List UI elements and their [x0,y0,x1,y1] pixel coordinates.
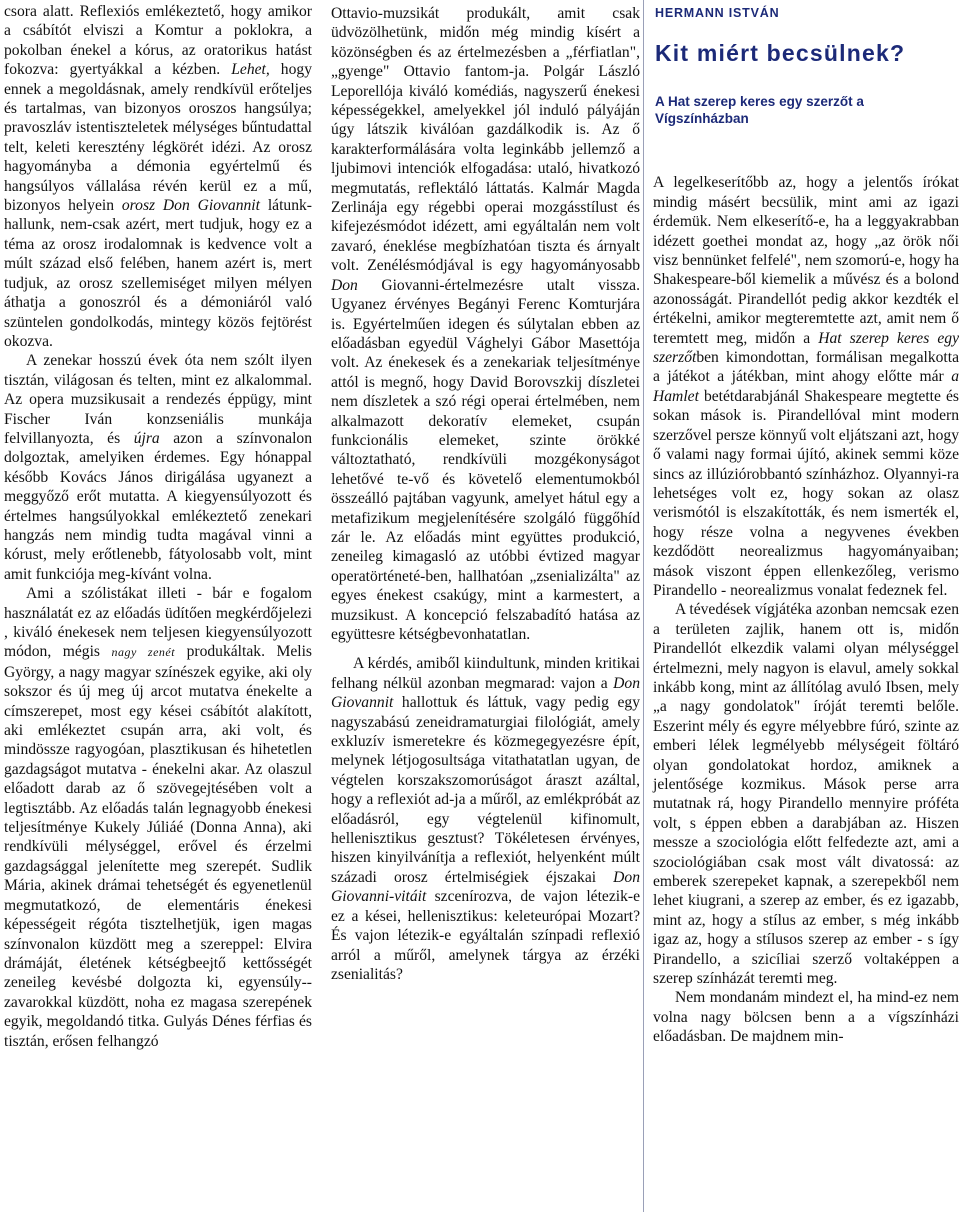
text-column-2 [331,0,640,1212]
paragraph: A tévedések vígjátéka azonban nemcsak ezen a területen zajlik, hanem ott is, midőn Pirandellót elkezdik valami olyan mélységgel értelmezni, mely nagyon is elavul, amely sokkal inkább kong, mint az állítólag avuló Ibsen, mely „a nagy gondolatok" íróját teremti belőle. Eszerint mély és egyre mélyebbre fúró, szinte az emberi lélek legmélyebb mélységeit föltáró olyan gondolatokat hordoz, amiknek a jelentősége kozmikus. Mások perse arra mutatnak rá, hogy Pirandello mennyire próféta volt, s éppen ebben a darabjában az. Hiszen messze a szociológia előtt felfedezte azt, ami a szociológiában csak most vált divatossá: az emberek szerepeket kapnak, a szerepekből nem lehet kiugrani, a szerep az ember, és ez igazabb, mint az, hogy a stílus az ember, s még inkább igaz az, hogy a stílusos szerep az ember - s így Pirandello, a szicíliai szerző voltaképpen a szerep színházát teremti meg. [653,601,959,988]
paragraph: A zenekar hosszú évek óta nem szólt ilyen tisztán, világosan és telten, mint ez alkalommal. Az opera muzsikusait a rendezés éppügy, mint Fischer Iván konzseniális munkája felvillanyozta, és újra azon a színvonalon dolgoztak, amelyiken érdemes. Egy hónappal később Kovács János dirigálása ugyanezt a meggyőző erőt mutatta. A kiegyensúlyozott és értelmes hangsúlyokkal emlékeztető zenekari hangzás nem mindig tudta magával vinni a kórust, mely erőtlenebb, fátyolosabb volt, mint amit funkciója meg-kívánt volna. [4,352,312,583]
article-author: HERMANN ISTVÁN [655,6,780,20]
article-subheadline: A Hat szerep keres egy szerzőt a Vígszínházban [655,94,864,127]
paragraph: csora alatt. Reflexiós emlékeztető, hogy amikor a csábítót elviszi a Komtur a poklokra, a pokolban énekel a kórus, az oratorikus hatást fokozva: gyertyákkal a kézben. Lehet, hogy ennek a megoldásnak, amely rendkívül erőteljes és tartalmas, van bizonyos oroszos hangsúlya; pravoszláv istentiszteletek mélységes bűntudattal telt, keleti keresztény légkörét idézi. Az orosz hagyományba a démonia egyértelmű és hangsúlyos vállalása révén kerül ez a mű, bizonyos helyein orosz Don Giovannit látunk-hallunk, nem-csak azért, mert tudjuk, hogy ez a téma az orosz irodalomnak is kedvence volt a múlt század első felében, hanem azért is, mert tudjuk, az orosz szellemiséget milyen mélyen áthatja a gonoszról és a démoniáról való szüntelen gondolkodás, mintegy közös fejtörést okozva. [4,3,312,350]
paragraph: Ami a szólistákat illeti - bár e fogalom használatát ez az előadás üdítően megkérdőjelezi , kiváló énekesek nem teljesen kiegyensúlyozott módon, mégis nagy zenét produkáltak. Melis György, a nagy magyar színészek egyike, aki oly sokszor és új meg új arcot mutatva énekelte a címszerepet, most egy kései csábítót alakított, aki emlékeztet csupán arra, aki volt, és mindössze ragyogóan, plasztikusan és hihetetlen gazdagságot mutatva - énekelni akar. Az olaszul előadott darab az ő szövegejtésében volt a legtisztább. Az előadás talán legnagyobb énekesi teljesítménye Kukely Júliáé (Donna Anna), aki rendkívüli mélységgel, erővel és érzelmi gazdagsággal jelenítette meg szerepét. Sudlik Mária, akinek drámai tehetségét és egyenetlenül megmutatkozó, de elementáris énekesi képességeit régóta tisztelhetjük, igen magas színvonalon küzdött meg a szereppel: Elvira drámáját, életének kétségbeejtő kettősségét zeneileg kevésbé dolgozta ki, egyensúly--zavarokkal küzdött, noha ez magasa szerepének egyik, megoldandó titka. Gulyás Dénes férfias és tisztán, erősen felhangzó [4,585,312,1050]
article-headline: Kit miért becsülnek? [655,40,906,67]
text-column-1 [4,0,312,1212]
paragraph: Ottavio-muzsikát produkált, amit csak üdvözölhetünk, midőn még mindig kísért a közönségben és az értelmezésben a „férfiatlan", „gyenge" Ottavio fantom-ja. Polgár László Leporellója kiváló komédiás, nagyszerű énekesi képességekkel, amelyekkel jól induló pályáján úgy látszik kiválóan gazdálkodik is. Az ő karakterformálására volta leginkább jellemző a ljubimovi intenciók elfogadása: utaló, hivatkozó megmutatás, reflektáló láttatás. Kalmár Magda Zerlinája egy régebbi operai mozgásstílust és kifejezésmódot idézett, ami egyáltalán nem volt zavaró, éneklése megbízhatóan tiszta és árnyalt volt. Zenélésmódjával is egy hagyományosabb Don Giovanni-értelmezésre utalt vissza. Ugyanez érvényes Begányi Ferenc Komturjára is. Egyértelműen idegen és súlytalan ebben az előadásban egyedül Vághelyi Gábor Masettója volt. Az énekesek és a zenekariak teljesítménye attól is megnő, hogy David Borovszkij díszletei nem díszletek a szó régi operai értelmében, nem alkalmazott dekoratív elemeket, csupán funkcionális elemeket, szinte örökké változtatható, rendkívüli mozgékonyságot lehetővé te-vő és követelő elementumokból összeálló pajtában vagyunk, amelyet hátul egy a metafizikum megjelenítésére szolgáló függőhíd zár le. Az előadás mint együttes produkció, zeneileg kimagasló az utóbbi évtized magyar operatörténeté-ben, hallhatóan „zsenializálta" az egyes énekest csakúgy, mint a karmestert, a muzsikust. A koncepció felszabadító hatása az együttesre kétségbevonhatatlan. [331,5,640,643]
paragraph: Nem mondanám mindezt el, ha mind-ez nem volna nagy bölcsen benn a a vígszínházi előadásban. De majdnem min- [653,989,959,1046]
article-column [653,0,959,1212]
paragraph: A legelkeserítőbb az, hogy a jelentős írókat mindig másért becsülik, mint ami az igazi érdemük. Nem elkeserítő-e, ha a leggyakrabban idézett goethei mondat az, hogy „az örök női visz bennünket felfelé", nem szomorú-e, hogy ha Shakespeare-ből kiemelik a művész és a bolond azonosságát. Pirandellót pedig akkor kezdték el értékelni, amikor megteremtette azt, amit nem ő teremtett meg, midőn a Hat szerep keres egy szerzőtben kimondottan, formálisan megalkotta a játékot a játékban, mint ahogy előtte már a Hamlet betétdarabjánál Shakespeare megtette és sokan mások is. Pirandellóval mint modern szerzővel persze könnyű volt eljátszani azt, hogy ő valami nagy formai újító, akinek semmi köze sincs az illúziórobbantó színházhoz. Olyannyi-ra lehetséges volt ez, hogy sokan az olasz verismótól is elszakították, és nem ismerték el, hogy része volna a negyvenes években kezdődött neorealizmus hagyományaiban; mások viszont éppen ellenkezőleg, verismo Pirandello - neorealizmus vonalat fedeznek fel. [653,174,960,599]
paragraph: A kérdés, amiből kiindultunk, minden kritikai felhang nélkül azonban megmarad: vajon a Don Giovannit hallottuk és láttuk, vagy pedig egy nagyszabású zeneidramaturgiai filológiát, amely exkluzív ismeretekre és közmegegyezésre épít, melynek létjogosultsága vitathatatlan ugyan, de végtelen korszakszomorúságot áraszt azáltal, hogy a reflexiót ad-ja a műről, az emlékpróbát az előadásról, egy végtelenül kifinomult, hellenisztikus gesztust? Tökéletesen érvényes, hiszen kinyilvánítja a reflexiót, helyenként múlt századi orosz értelmiségiek éjszakai Don Giovanni-vitáit szcenírozva, de vajon létezik-e ez a kései, hellenisztikus: keleteurópai Mozart? És vajon létezik-e egyáltalán színpadi reflexió arról a műről, amelynek tárgya az érzéki zsenialitás? [331,655,640,983]
column-divider [643,0,644,1212]
